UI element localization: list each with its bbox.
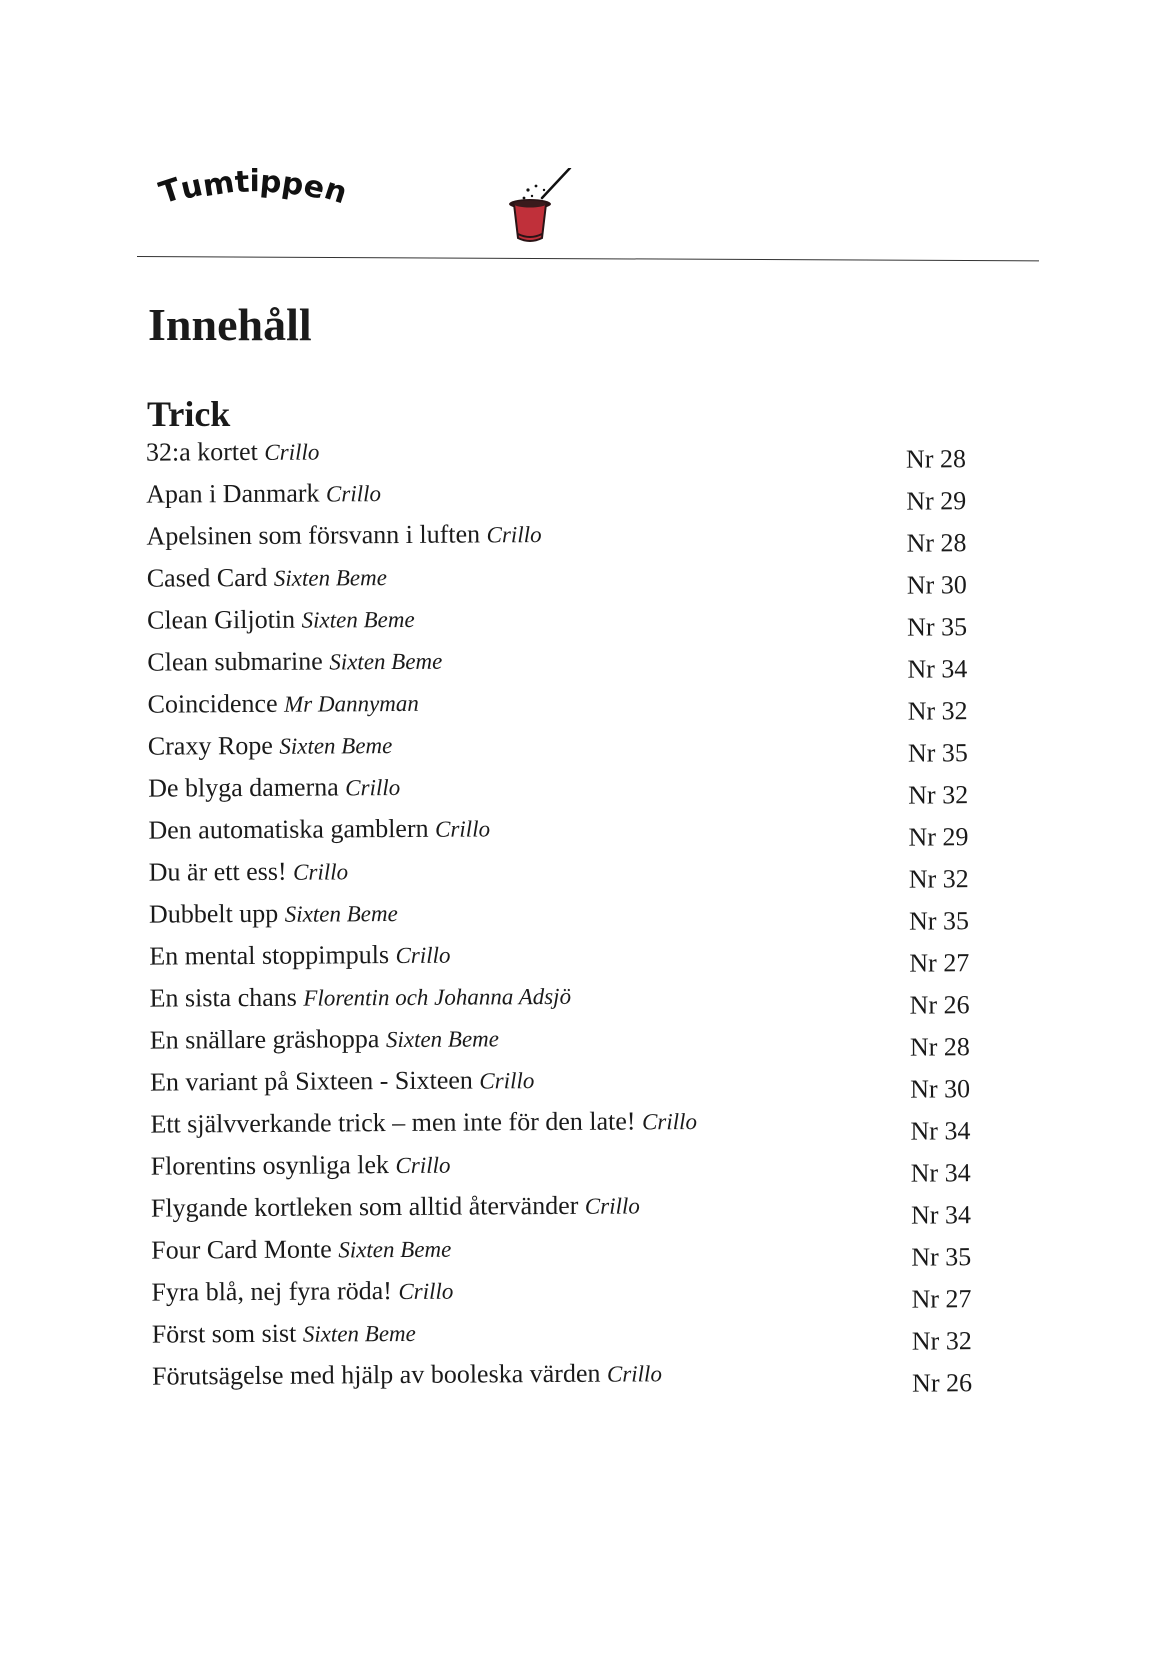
toc-entry-title: Cased Card	[146, 562, 268, 593]
toc-entry-text	[149, 856, 349, 888]
toc-entry-issue: Nr 29	[906, 486, 967, 516]
toc-entry-title: Ett självverkande trick – men inte för den late!	[150, 1106, 636, 1139]
toc-entry-issue: Nr 34	[907, 654, 968, 684]
toc-entry-issue: Nr 35	[911, 1242, 972, 1272]
toc-entry-issue: Nr 27	[911, 1284, 972, 1314]
toc-entry-text	[150, 1023, 499, 1056]
toc-entry-text	[147, 562, 387, 595]
toc-entry	[145, 432, 1016, 474]
toc-entry	[147, 726, 1018, 768]
toc-entry-title: En snällare gräshoppa	[149, 1024, 380, 1055]
toc-entry-issue: Nr 26	[909, 990, 970, 1020]
toc-entry-issue: Nr 27	[909, 948, 970, 978]
toc-entry-issue: Nr 34	[910, 1200, 972, 1230]
toc-entry-issue: Nr 32	[908, 780, 969, 810]
toc-entry-issue: Nr 28	[906, 528, 967, 558]
toc-entry-title: En variant på Sixteen - Sixteen	[150, 1065, 473, 1097]
toc-entry	[148, 852, 1019, 894]
toc-entry-author: Sixten Beme	[273, 565, 387, 591]
toc-entry-author: Sixten Beme	[279, 733, 393, 759]
toc-entry-title: Four Card Monte	[151, 1234, 332, 1265]
toc-entry-author: Mr Dannyman	[283, 690, 419, 717]
toc-entry-author: Crillo	[293, 859, 349, 885]
toc-entry-text	[151, 1150, 451, 1183]
toc-entry-title: Apan i Danmark	[146, 478, 320, 509]
toc-entry-issue: Nr 29	[908, 822, 969, 852]
toc-entry-text	[146, 519, 541, 553]
toc-entry	[149, 1020, 1020, 1062]
toc-entry-issue: Nr 32	[911, 1326, 972, 1356]
toc-entry-issue: Nr 35	[907, 612, 968, 642]
toc-entry-author: Sixten Beme	[338, 1236, 452, 1263]
toc-entry-title: Craxy Rope	[147, 730, 273, 761]
toc-entry-text	[148, 813, 490, 846]
toc-entry-author: Crillo	[325, 481, 382, 507]
toc-entry-title: Clean Giljotin	[146, 604, 296, 635]
toc-entry-title: En mental stoppimpuls	[149, 940, 390, 971]
toc-entry-text	[149, 940, 450, 973]
toc-entry-author: Sixten Beme	[302, 1320, 416, 1347]
toc-entry	[150, 1146, 1021, 1188]
toc-entry-issue: Nr 32	[907, 696, 968, 726]
toc-entry-title: De blyga damerna	[148, 772, 339, 803]
toc-entry-author: Crillo	[434, 816, 491, 842]
toc-entry-text	[148, 730, 393, 763]
toc-entry-title: En sista chans	[149, 982, 297, 1013]
toc-entry-issue: Nr 30	[906, 570, 967, 600]
toc-entry-author: Crillo	[479, 1068, 535, 1094]
toc-entry-title: Florentins osynliga lek	[150, 1150, 390, 1181]
toc-entry-title: Clean submarine	[147, 646, 323, 677]
toc-entry-title: Apelsinen som försvann i luften	[146, 519, 481, 551]
toc-entry-author: Sixten Beme	[385, 1026, 500, 1053]
toc-entry-text	[147, 646, 442, 679]
toc-entry-title: Den automatiska gamblern	[148, 813, 429, 845]
toc-entry	[150, 1062, 1020, 1104]
toc-entry-author: Crillo	[395, 1152, 451, 1179]
toc-entry-author: Crillo	[584, 1193, 640, 1219]
toc-entry-issue: Nr 35	[908, 906, 970, 936]
toc-entry	[151, 1272, 1021, 1314]
toc-entry-author: Florentin och Johanna Adsjö	[303, 983, 572, 1011]
section-heading: Trick	[147, 394, 231, 434]
toc-entry-title: Dubbelt upp	[148, 898, 279, 929]
toc-entry-author: Sixten Beme	[284, 901, 398, 927]
toc-entry-text	[151, 1234, 451, 1267]
toc-entry-issue: Nr 28	[909, 1032, 970, 1062]
toc-entry	[151, 1230, 1021, 1272]
toc-entry	[150, 1104, 1020, 1146]
toc-entry-text	[151, 1276, 453, 1309]
toc-entry	[147, 642, 1017, 684]
toc-entry	[148, 810, 1018, 852]
toc-entry	[151, 1314, 1022, 1356]
toc-entry	[146, 558, 1017, 600]
toc-entry-author: Sixten Beme	[329, 648, 443, 675]
toc-entry-issue: Nr 32	[908, 864, 969, 894]
toc-entry-text	[150, 1065, 534, 1099]
toc-entry-text	[147, 604, 415, 637]
toc-entry-author: Crillo	[395, 942, 451, 969]
toc-entry-issue: Nr 35	[907, 738, 968, 768]
toc-entry-author: Sixten Beme	[301, 606, 415, 633]
toc-entry-author: Crillo	[398, 1278, 454, 1305]
toc-entry-issue: Nr 34	[910, 1116, 971, 1146]
toc-entry	[148, 894, 1019, 936]
logo-text: Tumtippen	[155, 164, 352, 212]
toc-entry-title: Flygande kortleken som alltid återvänder	[150, 1190, 579, 1223]
toc-entry-issue: Nr 30	[910, 1074, 971, 1104]
toc-entry-text	[149, 898, 398, 931]
toc-entry-issue: Nr 34	[910, 1158, 971, 1188]
toc-entry-text	[150, 1106, 697, 1141]
toc-entry	[146, 600, 1017, 642]
toc-entry-text	[146, 437, 320, 469]
toc-entry-title: Förutsägelse med hjälp av booleska värden	[151, 1358, 601, 1391]
toc-entry-issue: Nr 28	[905, 444, 967, 474]
toc-entry-title: 32:a kortet	[145, 436, 258, 467]
toc-entry	[150, 1188, 1021, 1230]
toc-entry-issue: Nr 26	[912, 1368, 973, 1398]
toc-entry-author: Crillo	[606, 1361, 662, 1387]
toc-entry-text	[152, 1358, 662, 1392]
toc-entry-title: Du är ett ess!	[148, 856, 287, 887]
toc-entry-text	[148, 688, 419, 721]
toc-entry-author: Crillo	[486, 522, 542, 548]
toc-entry	[151, 1356, 1022, 1398]
toc-entry-title: Coincidence	[147, 688, 278, 719]
toc-entry-title: Fyra blå, nej fyra röda!	[151, 1276, 392, 1307]
toc-entry-text	[146, 478, 381, 511]
toc-entry-author: Crillo	[641, 1109, 698, 1135]
toc-entry-title: Först som sist	[151, 1318, 297, 1349]
toc-entry	[147, 684, 1018, 726]
toc-entry	[149, 936, 1019, 978]
toc-entry	[149, 978, 1019, 1020]
toc-entry-author: Crillo	[345, 774, 401, 801]
toc-entry-text	[149, 981, 571, 1015]
toc-entry-text	[152, 1318, 416, 1351]
toc-entry-author: Crillo	[264, 439, 320, 465]
toc-entry	[146, 516, 1016, 558]
toc-entry	[148, 768, 1018, 810]
toc-entry	[146, 474, 1016, 516]
page-title: Innehåll	[148, 299, 312, 350]
toc-entry-text	[151, 1190, 640, 1224]
toc-entry-text	[148, 772, 400, 805]
